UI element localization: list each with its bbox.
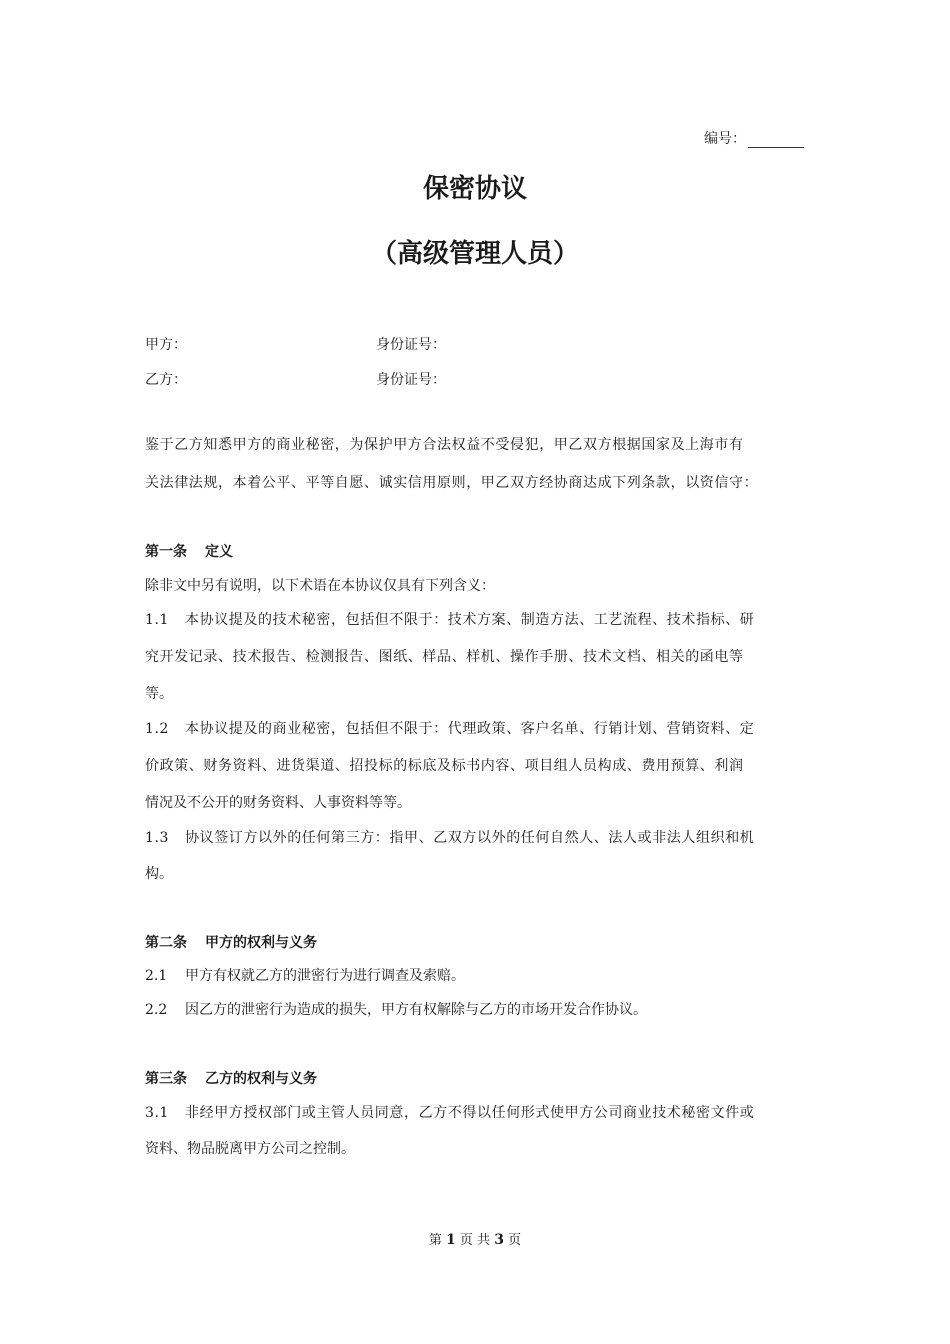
clause-2-2-line-1: 因乙方的泄密行为造成的损失，甲方有权解除与乙方的市场开发合作协议。 <box>185 1002 647 1018</box>
clause-1-1-number: 1.1 <box>145 612 170 628</box>
page-footer <box>0 1229 950 1248</box>
article-3-title: 乙方的权利与义务 <box>205 1071 317 1087</box>
preamble-line-1: 鉴于乙方知悉甲方的商业秘密，为保护甲方合法权益不受侵犯，甲乙双方根据国家及上海市有 <box>145 437 744 453</box>
article-1-intro: 除非文中另有说明，以下术语在本协议仅具有下列含义： <box>145 578 495 594</box>
clause-1-1-line-1: 本协议提及的技术秘密，包括但不限于：技术方案、制造方法、工艺流程、技术指标、研 <box>185 612 755 628</box>
clause-2-2 <box>145 999 647 1019</box>
article-1-title: 定义 <box>205 544 233 560</box>
clause-2-1-line-1: 甲方有权就乙方的泄密行为进行调查及索赔。 <box>185 968 465 984</box>
clause-1-1-line-3: 等。 <box>145 686 173 702</box>
serial-number <box>704 128 804 148</box>
clause-3-1 <box>145 1102 754 1122</box>
article-2-title: 甲方的权利与义务 <box>205 935 317 951</box>
clause-2-1 <box>145 965 465 985</box>
article-2-heading <box>145 932 317 952</box>
clause-1-3 <box>145 827 754 847</box>
clause-1-2-line-2: 价政策、财务资料、进货渠道、招投标的标底及标书内容、项目组人员构成、费用预算、利润 <box>145 758 744 774</box>
clause-1-1-line-2: 究开发记录、技术报告、检测报告、图纸、样品、样机、操作手册、技术文档、相关的函电等 <box>145 649 744 665</box>
article-1-number: 第一条 <box>145 544 187 560</box>
clause-3-1-number: 3.1 <box>145 1105 170 1121</box>
document-subtitle: （高级管理人员） <box>370 239 579 269</box>
party-b-label: 乙方： <box>145 372 187 388</box>
clause-1-3-number: 1.3 <box>145 830 170 846</box>
clause-2-2-number: 2.2 <box>145 1002 168 1018</box>
party-b-id-label: 身份证号： <box>376 372 446 388</box>
article-3-number: 第三条 <box>145 1071 187 1087</box>
article-2-number: 第二条 <box>145 935 187 951</box>
party-a-id-label: 身份证号： <box>376 337 446 353</box>
serial-label: 编号： <box>704 131 746 147</box>
party-a-label: 甲方： <box>145 337 187 353</box>
footer-suffix: 页 <box>508 1233 522 1248</box>
serial-blank-line <box>748 133 804 148</box>
clause-2-1-number: 2.1 <box>145 968 168 984</box>
document-title: 保密协议 <box>422 174 527 204</box>
clause-1-1 <box>145 609 754 629</box>
footer-total-pages: 3 <box>494 1232 504 1248</box>
article-3-heading <box>145 1068 317 1088</box>
clause-1-2-line-1: 本协议提及的商业秘密，包括但不限于：代理政策、客户名单、行销计划、营销资料、定 <box>185 721 755 737</box>
preamble-line-2: 关法律法规，本着公平、平等自愿、诚实信用原则，甲乙双方经协商达成下列条款，以资信守： <box>145 475 759 491</box>
clause-1-3-line-1: 协议签订方以外的任何第三方：指甲、乙双方以外的任何自然人、法人或非法人组织和机 <box>185 830 755 846</box>
footer-mid: 页 共 <box>459 1233 491 1248</box>
article-1-heading <box>145 541 233 561</box>
clause-3-1-line-1: 非经甲方授权部门或主管人员同意，乙方不得以任何形式使甲方公司商业技术秘密文件或 <box>185 1105 755 1121</box>
footer-page-number: 1 <box>446 1232 456 1248</box>
clause-3-1-line-2: 资料、物品脱离甲方公司之控制。 <box>145 1141 355 1157</box>
clause-1-2-number: 1.2 <box>145 721 170 737</box>
clause-1-2-line-3: 情况及不公开的财务资料、人事资料等等。 <box>145 795 411 811</box>
clause-1-2 <box>145 718 754 738</box>
clause-1-3-line-2: 构。 <box>145 866 173 882</box>
footer-prefix: 第 <box>428 1233 442 1248</box>
